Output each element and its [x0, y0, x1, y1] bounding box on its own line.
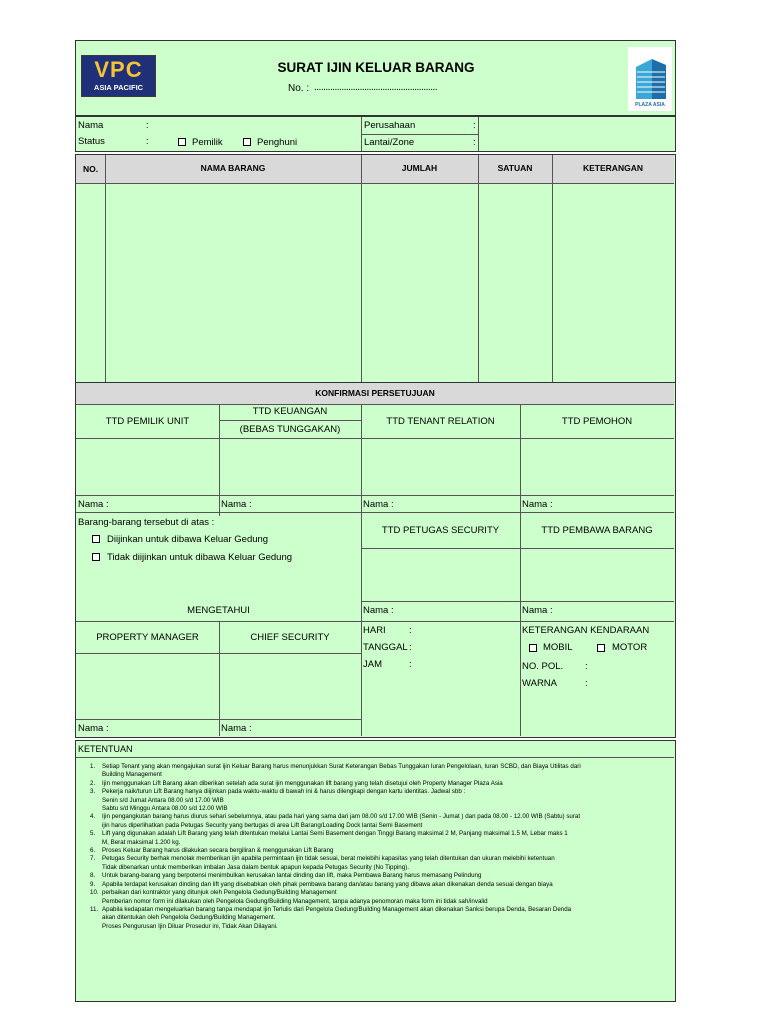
col-no-header: NO.: [82, 164, 99, 174]
ketentuan-item-number: 4.: [90, 813, 96, 821]
tanggal-colon: :: [409, 642, 412, 653]
ketentuan-item-number: 11.: [90, 905, 99, 913]
nama-keuangan-field[interactable]: Nama :: [221, 499, 252, 510]
table-rule: [361, 155, 362, 414]
ketentuan-block: [75, 740, 676, 1002]
nama-pembawa-field[interactable]: Nama :: [522, 605, 553, 616]
status-label: Status: [78, 136, 105, 147]
nama-pm-field[interactable]: Nama :: [78, 723, 109, 734]
logo-sub-text: ASIA PACIFIC: [93, 83, 144, 92]
ketentuan-item-number: 7.: [90, 855, 96, 863]
property-manager-label: PROPERTY MANAGER: [96, 632, 199, 643]
table-rule: [105, 155, 106, 414]
nama-colon: :: [146, 120, 149, 131]
grid-rule: [76, 495, 674, 496]
ketentuan-item: [90, 898, 670, 906]
ketentuan-item-number: 1.: [90, 763, 96, 770]
keterangan-kendaraan-label: KETERANGAN KENDARAAN: [522, 625, 650, 636]
ketentuan-item-text: M, Berat maksimal 1.200 kg.: [102, 838, 181, 846]
grid-rule: [76, 438, 674, 439]
grid-rule: [361, 404, 362, 736]
chief-security-label: CHIEF SECURITY: [250, 632, 330, 643]
ketentuan-item: [90, 889, 670, 897]
table-rule: [478, 155, 479, 414]
ttd-pemohon-label: TTD PEMOHON: [561, 416, 633, 427]
ttd-keuangan-label: TTD KEUANGAN: [252, 406, 328, 417]
ketentuan-item-number: 5.: [90, 830, 96, 838]
motor-label: MOTOR: [612, 642, 648, 653]
penghuni-label: Penghuni: [257, 137, 298, 148]
ketentuan-item-text: Proses Pengurusan Ijin Diluar Prosedur ini, Tidak Akan Dilayani.: [102, 922, 278, 930]
ketentuan-item: [90, 923, 670, 931]
ketentuan-item-text: Ijin pengangkutan barang harus diurus sehari sebelumnya, atau pada hari yang sama dari jam 08.00 s/d 17.00 WIB (Senin - Jumat ) dan pada 08.00 - 12.00 WIB (Sabtu) surat: [102, 813, 581, 821]
nama-tenant-field[interactable]: Nama :: [363, 499, 394, 510]
ketentuan-list: [90, 763, 670, 931]
no-pol-label: NO. POL.: [522, 661, 564, 672]
ttd-pemilik-label: TTD PEMILIK UNIT: [105, 416, 190, 427]
ttd-security-label: TTD PETUGAS SECURITY: [381, 525, 500, 536]
ketentuan-item-text: Ijin menggunakan Lift Barang akan diberikan setelah ada surat ijin menggunakan lift barang yang telah disetujui oleh Property Manager Plaza Asia: [102, 779, 503, 787]
lantai-colon: :: [473, 137, 476, 148]
info-divider: [361, 134, 478, 135]
tidak-diijinkan-label: Tidak diijinkan untuk dibawa Keluar Gedung: [107, 552, 293, 563]
info-divider: [478, 117, 479, 151]
grid-rule: [76, 621, 674, 622]
ketentuan-item-number: 8.: [90, 872, 96, 880]
grid-rule: [219, 420, 361, 421]
ketentuan-item: [90, 813, 670, 821]
barang-text: Barang-barang tersebut di atas :: [78, 517, 215, 528]
hari-label: HARI: [363, 625, 386, 636]
ketentuan-item: [90, 914, 670, 922]
diijinkan-label: Diijinkan untuk dibawa Keluar Gedung: [107, 534, 269, 545]
nama-pemohon-field[interactable]: Nama :: [522, 499, 553, 510]
ketentuan-item-text: Setiap Tenant yang akan mengajukan surat ijin Keluar Barang harus menunjukkan Surat Keterangan Bebas Tunggakan Iuran Pengelolaan, Iuran SCBD, dan Biaya Utilitas dari: [102, 763, 581, 770]
ketentuan-item: [90, 864, 670, 872]
header-block: [75, 40, 676, 116]
perusahaan-label: Perusahaan: [364, 120, 416, 131]
table-rule: [552, 155, 553, 414]
ketentuan-item-text: Apabila kedapatan mengeluarkan barang tanpa mendapat ijin Terlulis dari Pengelola Gedung/Building Management akan dikenakan Sanksi berupa Denda, Besaran Denda: [102, 905, 572, 913]
ketentuan-item-number: 6.: [90, 847, 96, 855]
ketentuan-rule: [76, 757, 674, 758]
motor-checkbox[interactable]: [597, 644, 605, 652]
ketentuan-item-text: perbaikan dari kontraktor yang ditunjuk oleh Pengelola Gedung/Building Management: [102, 889, 337, 897]
number-label: No. :: [288, 83, 310, 94]
ketentuan-item-text: Senin s/d Jumat Antara 08.00 s/d 17.00 WIB: [102, 796, 224, 804]
ketentuan-item-text: Proses Keluar Barang harus dilakukan secara bergiliran & menggunakan Lift Barang: [102, 847, 334, 855]
warna-label: WARNA: [522, 678, 558, 689]
number-field[interactable]: ......................................................: [314, 82, 438, 93]
hari-colon: :: [409, 625, 412, 636]
ketentuan-item: [90, 872, 670, 880]
nama-pemilik-field[interactable]: Nama :: [78, 499, 109, 510]
ketentuan-item-text: Untuk barang-barang yang berpotensi menimbulkan kerusakan lantai dinding dan lift, maka Pembawa Barang harus memasang Pelindung: [102, 872, 482, 880]
col-keterangan-header: KETERANGAN: [583, 163, 643, 173]
ketentuan-item: [90, 805, 670, 813]
info-block: [75, 116, 676, 152]
ketentuan-item-text: Petugas Security berhak menolak memberikan ijin apabila permintaan ijin tidak sesuai, berat melebihi kapasitas yang telah ditentukan dan ukuran melebihi ketentuan: [102, 855, 555, 863]
pemilik-checkbox[interactable]: [178, 138, 186, 146]
ketentuan-item-text: akan ditentukan oleh Pengelola Gedung/Building Management.: [102, 914, 276, 922]
konfirmasi-title: KONFIRMASI PERSETUJUAN: [315, 388, 435, 398]
mobil-checkbox[interactable]: [529, 644, 537, 652]
ketentuan-item-text: Tidak dibenarkan untuk memberikan imbalan Jasa dalam bentuk apapun kepada Petugas Security (No Tipping).: [102, 863, 409, 871]
ketentuan-item-text: Pemberian nomor form ini dilakukan oleh Pengelola Gedung/Building Management, tanpa adanya penomoran maka form ini tidak sah/invalid: [102, 897, 488, 905]
col-jumlah-header: JUMLAH: [401, 163, 438, 173]
form-title: SURAT IJIN KELUAR BARANG: [277, 60, 475, 75]
diijinkan-checkbox[interactable]: [92, 535, 100, 543]
ketentuan-item: [90, 797, 670, 805]
ketentuan-item-text: Lift yang digunakan adalah Lift Barang yang telah ditentukan melalui Lantai Semi Basement dengan Tinggi Barang maksimal 2 M, Panjang maksimal 1.5 M, Lebar maks 1: [102, 830, 568, 838]
pemilik-label: Pemilik: [192, 137, 223, 148]
ketentuan-item-number: 9.: [90, 880, 96, 888]
ketentuan-item: [90, 855, 670, 863]
grid-rule: [361, 601, 674, 602]
plaza-asia-text: PLAZA ASIA: [635, 102, 665, 108]
ketentuan-item-text: Apabila terdapat kerusakan dinding dan lift yang disebabkan oleh pihak pembawa barang dan/atau barang yang dibawa akan dikenakan denda sesuai dengan biaya: [102, 880, 553, 888]
items-table: [75, 154, 676, 416]
jam-label: JAM: [363, 659, 382, 670]
lantai-label: Lantai/Zone: [364, 137, 415, 148]
ketentuan-item-text: Sabtu s/d Minggu Antara 08.00 s/d 12.00 WIB: [102, 805, 228, 813]
ketentuan-item: [90, 822, 670, 830]
ttd-pembawa-label: TTD PEMBAWA BARANG: [541, 525, 653, 536]
ketentuan-title: KETENTUAN: [78, 744, 133, 754]
status-colon: :: [146, 136, 149, 147]
mengetahui-label: MENGETAHUI: [187, 605, 250, 616]
grid-rule: [76, 719, 361, 720]
tidak-diijinkan-checkbox[interactable]: [92, 553, 100, 561]
grid-rule: [76, 512, 674, 513]
ketentuan-item-number: 2.: [90, 779, 96, 787]
no-pol-colon: :: [585, 661, 588, 672]
ketentuan-item-text: ijin harus diperlihatkan pada Petugas Security yang bertugas di area Lift Barang/Loading Dock lantai Semi Basement: [102, 821, 423, 829]
ketentuan-item: [90, 906, 670, 914]
form-sheet: [75, 40, 676, 1002]
jam-colon: :: [409, 659, 412, 670]
logo-main-text: VPC: [94, 57, 143, 82]
nama-label: Nama: [78, 120, 104, 131]
grid-rule: [520, 404, 521, 736]
warna-colon: :: [585, 678, 588, 689]
perusahaan-colon: :: [473, 120, 476, 131]
konfirmasi-block: [75, 382, 676, 738]
plaza-asia-logo: [628, 47, 672, 111]
penghuni-checkbox[interactable]: [243, 138, 251, 146]
grid-rule: [76, 404, 674, 405]
ketentuan-item: [90, 881, 670, 889]
nama-chief-field[interactable]: Nama :: [221, 723, 252, 734]
ttd-tenant-label: TTD TENANT RELATION: [386, 416, 495, 427]
bebas-tunggakan-label: (BEBAS TUNGGAKAN): [239, 424, 341, 435]
col-nama-barang-header: NAMA BARANG: [200, 163, 266, 173]
tanggal-label: TANGGAL: [363, 642, 408, 653]
ketentuan-item: [90, 771, 670, 779]
mobil-label: MOBIL: [543, 642, 573, 653]
ketentuan-item-text: Pekerja naik/turun Lift Barang hanya diijinkan pada waktu-waktu di bawah ini & harus dilengkapi dengan kartu identitas. Jadwal sbb :: [102, 788, 466, 796]
grid-rule: [76, 653, 361, 654]
nama-security-field[interactable]: Nama :: [363, 605, 394, 616]
ketentuan-item: [90, 763, 670, 771]
vpc-logo: [81, 55, 156, 97]
ketentuan-item: [90, 839, 670, 847]
grid-rule: [361, 548, 674, 549]
ketentuan-item-text: Building Management: [102, 771, 162, 779]
ketentuan-item-number: 10.: [90, 889, 99, 897]
table-rule: [76, 183, 674, 184]
ketentuan-item: [90, 830, 670, 838]
col-satuan-header: SATUAN: [497, 163, 533, 173]
ketentuan-item: [90, 788, 670, 796]
ketentuan-item: [90, 780, 670, 788]
ketentuan-item: [90, 847, 670, 855]
ketentuan-item-number: 3.: [90, 788, 96, 796]
